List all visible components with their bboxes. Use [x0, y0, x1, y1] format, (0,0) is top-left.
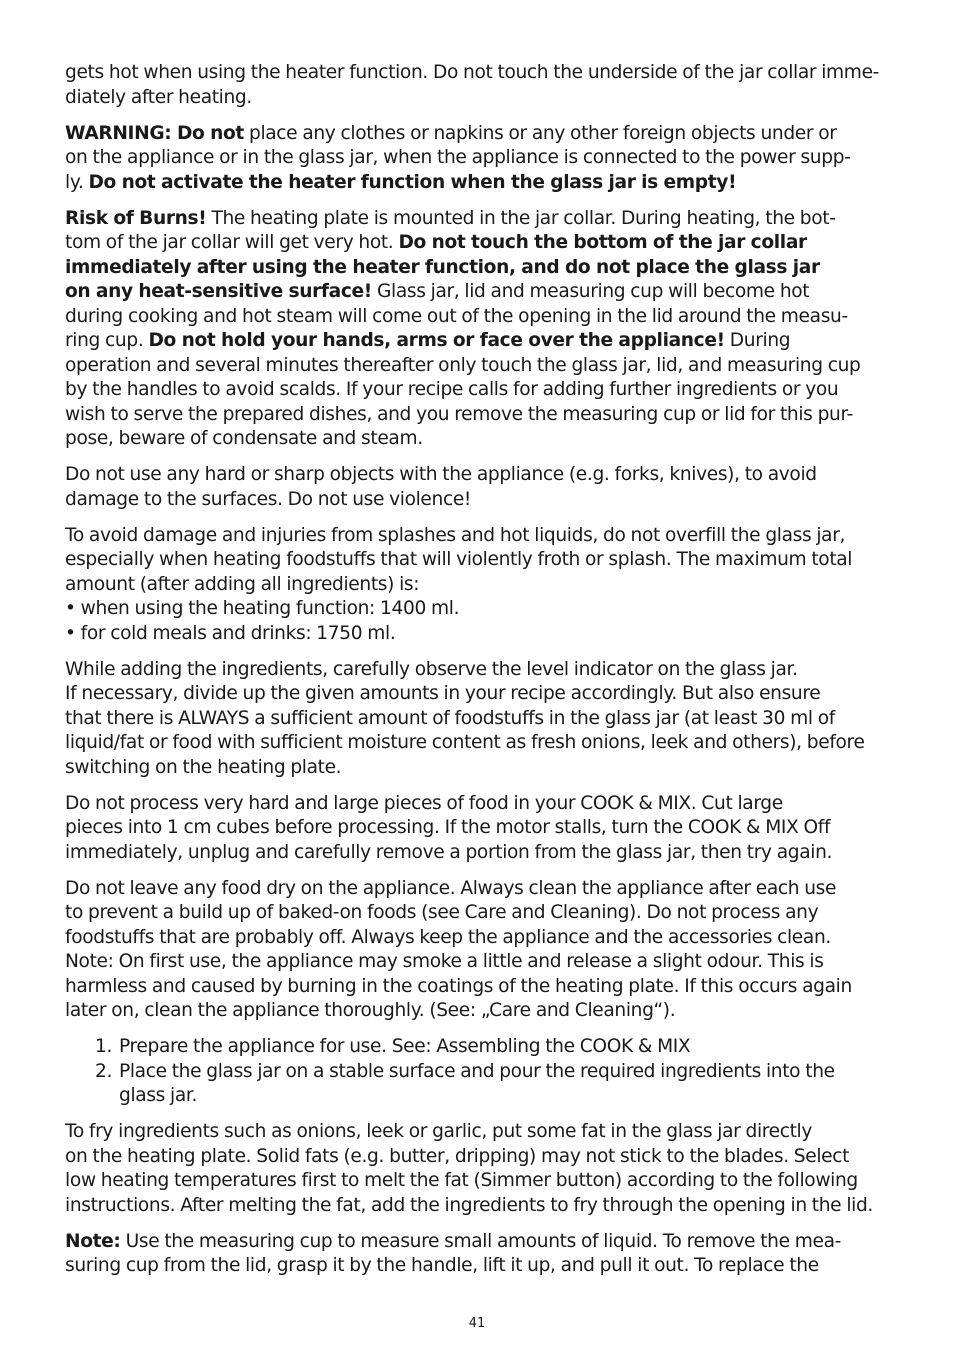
note-label: Note: — [65, 1230, 121, 1252]
paragraph-frying — [65, 1120, 889, 1218]
text-span: During — [724, 330, 791, 351]
paragraph-cleaning — [65, 877, 889, 1024]
text-line: foodstuffs that are probably off. Always keep the appliance and the accessories clean. — [65, 926, 831, 948]
paragraph-risk-of-burns — [65, 207, 889, 452]
text-span: The heating plate is mounted in the jar collar. During heating, the bot- — [206, 207, 836, 229]
text-line: operation and several minutes thereafter only touch the glass jar, lid, and measuring cup — [65, 354, 861, 376]
text-line: gets hot when using the heater function. Do not touch the underside of the jar collar imme- — [65, 62, 880, 83]
text-line: Do not leave any food dry on the appliance. Always clean the appliance after each use — [65, 877, 837, 899]
text-line: While adding the ingredients, carefully observe the level indicator on the glass jar. — [65, 658, 798, 680]
document-body — [65, 61, 889, 1290]
text-line: To fry ingredients such as onions, leek or garlic, put some fat in the glass jar directly — [65, 1121, 813, 1142]
text-line: pose, beware of condensate and steam. — [65, 428, 423, 449]
text-line: by the handles to avoid scalds. If your recipe calls for adding further ingredients or you — [65, 379, 839, 400]
text-line: diately after heating. — [65, 86, 252, 108]
bold-warning: Do not touch the bottom of the jar collar — [398, 232, 807, 253]
text-span: Use the measuring cup to measure small amounts of liquid. To remove the mea- — [120, 1230, 841, 1252]
text-line: damage to the surfaces. Do not use violence! — [65, 488, 472, 510]
text-line: Do not use any hard or sharp objects with the appliance (e.g. forks, knives), to avoid — [65, 464, 817, 485]
text-line — [65, 329, 889, 354]
warning-label: WARNING: Do not — [65, 122, 244, 144]
text-line: harmless and caused by burning in the coatings of the heating plate. If this occurs again — [65, 975, 852, 997]
text-line: Do not process very hard and large pieces of food in your COOK & MIX. Cut large — [65, 792, 783, 814]
step-text: Place the glass jar on a stable surface and pour the required ingredients into the — [119, 1060, 835, 1082]
text-span: ring cup. — [65, 330, 149, 351]
paragraph-hard-objects — [65, 463, 889, 512]
bold-warning: Do not activate the heater function when the glass jar is empty! — [88, 171, 737, 193]
numbered-steps — [65, 1035, 889, 1109]
step-item — [65, 1060, 889, 1109]
text-line: that there is ALWAYS a sufficient amount of foodstuffs in the glass jar (at least 30 ml of — [65, 707, 835, 729]
text-line — [65, 207, 889, 232]
text-line: on the heating plate. Solid fats (e.g. butter, dripping) may not stick to the blades. Select — [65, 1145, 850, 1167]
text-line: later on, clean the appliance thoroughly. (See: „Care and Cleaning“). — [65, 1000, 676, 1021]
paragraph-level-indicator — [65, 658, 889, 781]
text-line — [65, 122, 889, 147]
text-line: immediately, unplug and carefully remove a portion from the glass jar, then try again. — [65, 841, 833, 863]
risk-label: Risk of Burns! — [65, 207, 207, 229]
text-line: If necessary, divide up the given amounts in your recipe accordingly. But also ensure — [65, 683, 821, 704]
text-line — [65, 231, 889, 256]
text-line: instructions. After melting the fat, add the ingredients to fry through the opening in the lid. — [65, 1194, 873, 1216]
bold-warning: on any heat-sensitive surface! — [65, 281, 372, 302]
text-line — [65, 280, 889, 305]
text-line: Note: On first use, the appliance may smoke a little and release a slight odour. This is — [65, 951, 824, 972]
text-line: wish to serve the prepared dishes, and you remove the measuring cup or lid for this pur- — [65, 403, 853, 425]
text-span: Glass jar, lid and measuring cup will become hot — [371, 281, 810, 302]
text-line — [65, 1230, 889, 1255]
paragraph-hard-food — [65, 792, 889, 866]
paragraph-overfill — [65, 524, 889, 647]
text-span: place any clothes or napkins or any other foreign objects under or — [243, 122, 837, 144]
text-line: switching on the heating plate. — [65, 756, 342, 778]
text-line: especially when heating foodstuffs that will violently froth or splash. The maximum total — [65, 549, 853, 570]
text-line: suring cup from the lid, grasp it by the handle, lift it up, and pull it out. To replace the — [65, 1255, 819, 1276]
text-line: to prevent a build up of baked-on foods (see Care and Cleaning). Do not process any — [65, 902, 819, 923]
step-number: 1. — [95, 1036, 113, 1057]
text-line: To avoid damage and injuries from splashes and hot liquids, do not overfill the glass jar, — [65, 524, 846, 546]
step-text: Prepare the appliance for use. See: Assembling the COOK & MIX — [119, 1036, 691, 1057]
page-number: 41 — [468, 1316, 486, 1331]
bold-warning: Do not hold your hands, arms or face over the appliance! — [148, 330, 725, 351]
text-line: low heating temperatures first to melt the fat (Simmer button) according to the following — [65, 1170, 858, 1191]
text-span: tom of the jar collar will get very hot. — [65, 232, 399, 253]
text-line — [65, 171, 889, 196]
bold-warning: immediately after using the heater function, and do not place the glass jar — [65, 256, 820, 278]
text-line — [65, 256, 889, 281]
text-line: on the appliance or in the glass jar, when the appliance is connected to the power supp- — [65, 147, 851, 168]
text-line: during cooking and hot steam will come out of the opening in the lid around the measu- — [65, 305, 848, 327]
paragraph-warning — [65, 122, 889, 196]
text-line: liquid/fat or food with sufficient moisture content as fresh onions, leek and others), before — [65, 732, 865, 753]
bullet-item: • for cold meals and drinks: 1750 ml. — [65, 622, 396, 644]
text-line: amount (after adding all ingredients) is: — [65, 573, 420, 595]
text-line: pieces into 1 cm cubes before processing. If the motor stalls, turn the COOK & MIX Off — [65, 817, 831, 838]
step-number: 2. — [95, 1060, 113, 1082]
paragraph-note — [65, 1230, 889, 1279]
step-text: glass jar. — [119, 1085, 198, 1106]
bullet-item: • when using the heating function: 1400 ml. — [65, 598, 460, 619]
text-span: ly. — [65, 171, 89, 193]
paragraph-heater-collar — [65, 61, 889, 110]
step-item — [65, 1035, 889, 1060]
